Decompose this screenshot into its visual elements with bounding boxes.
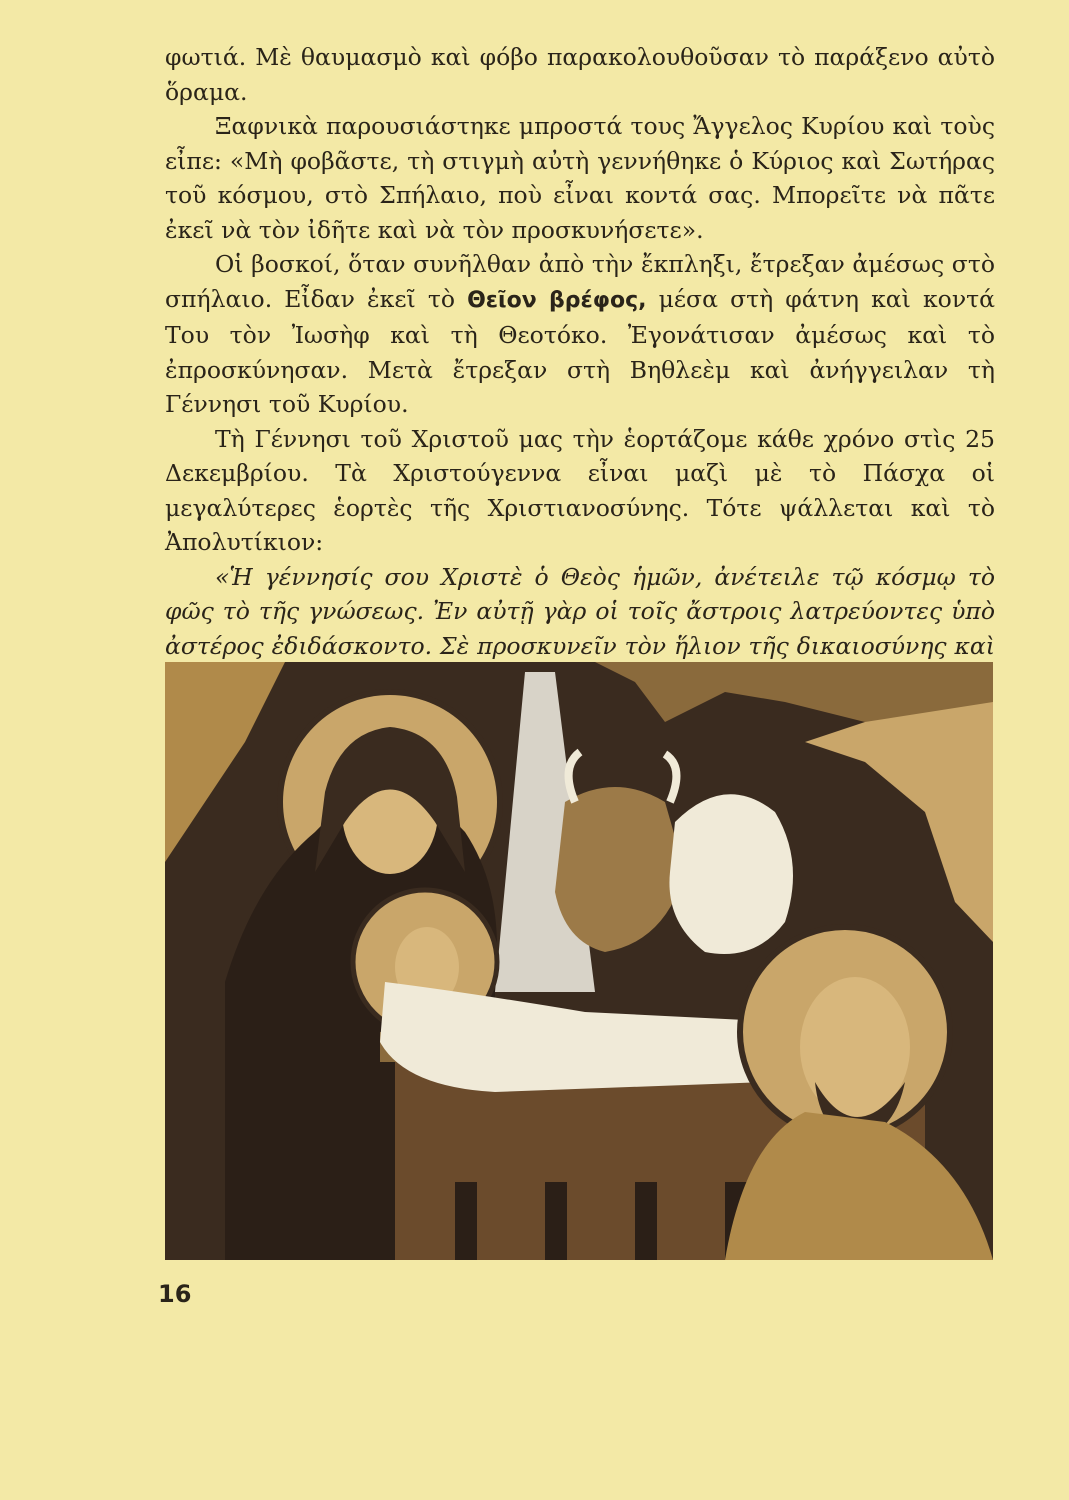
manger-slot-2 xyxy=(545,1182,567,1260)
manger-slot-1 xyxy=(455,1182,477,1260)
paragraph-5-hymn: «Ἡ γέννησίς σου Χριστὲ ὁ Θεὸς ἡμῶν, ἀνέτειλε τῷ κόσμῳ τὸ φῶς τὸ τῆς γνώσεως. Ἐν αὐτῇ γὰρ οἱ τοῖς ἄστροις λατρεύοντες ὑπὸ ἀστέρος ἐδιδάσκοντο. Σὲ προσκυνεῖν τὸν ἥλιον τῆς δικαιοσύνης καὶ xyxy=(165,562,995,660)
horse-head xyxy=(669,794,793,954)
paragraph-3-bold: Θεῖον βρέφος, xyxy=(467,287,647,313)
body-text xyxy=(165,40,995,698)
paragraph-3 xyxy=(165,247,995,422)
paragraph-3-start: Οἱ βοσκοί, ὅταν συνῆλθαν ἀπὸ τὴν ἔκπληξι, ἔτρεξαν ἀμέσως στὸ σπήλαιο. Εἶδαν ἐκεῖ τὸ xyxy=(165,250,995,313)
joseph-face xyxy=(800,977,910,1117)
nativity-illustration xyxy=(165,662,993,1260)
page-number: 16 xyxy=(158,1280,192,1308)
paragraph-4: Τὴ Γέννησι τοῦ Χριστοῦ μας τὴν ἑορτάζομε κάθε χρόνο στὶς 25 Δεκεμβρίου. Τὰ Χριστούγεννα εἶναι μαζὶ μὲ τὸ Πάσχα οἱ μεγαλύτερες ἑορτὲς τῆς Χριστιανοσύνης. Τότε ψάλλεται καὶ τὸ Ἀπολυτίκιον: xyxy=(165,424,995,556)
paragraph-1: φωτιά. Μὲ θαυμασμὸ καὶ φόβο παρακολουθοῦσαν τὸ παράξενο αὐτὸ ὅραμα. xyxy=(165,43,995,106)
paragraph-3-end: μέσα στὴ φάτνη καὶ κοντά Του τὸν Ἰωσὴφ καὶ τὴ Θεοτόκο. Ἐγονάτισαν ἀμέσως καὶ τὸ ἐπροσκύνησαν. Μετὰ ἔτρεξαν στὴ Βηθλεὲμ καὶ ἀνήγγειλαν τὴ Γέννησι τοῦ Κυρίου. xyxy=(165,284,995,418)
paragraph-2: Ξαφνικὰ παρουσιάστηκε μπροστά τους Ἄγγελος Κυρίου καὶ τοὺς εἶπε: «Μὴ φοβᾶστε, τὴ στιγμὴ αὐτὴ γεννήθηκε ὁ Κύριος καὶ Σωτήρας τοῦ κόσμου, στὸ Σπήλαιο, ποὺ εἶναι κοντά σας. Μπορεῖτε νὰ πᾶτε ἐκεῖ νὰ τὸν ἰδῆτε καὶ νὰ τὸν προσκυνήσετε». xyxy=(165,112,995,244)
manger-slot-3 xyxy=(635,1182,657,1260)
